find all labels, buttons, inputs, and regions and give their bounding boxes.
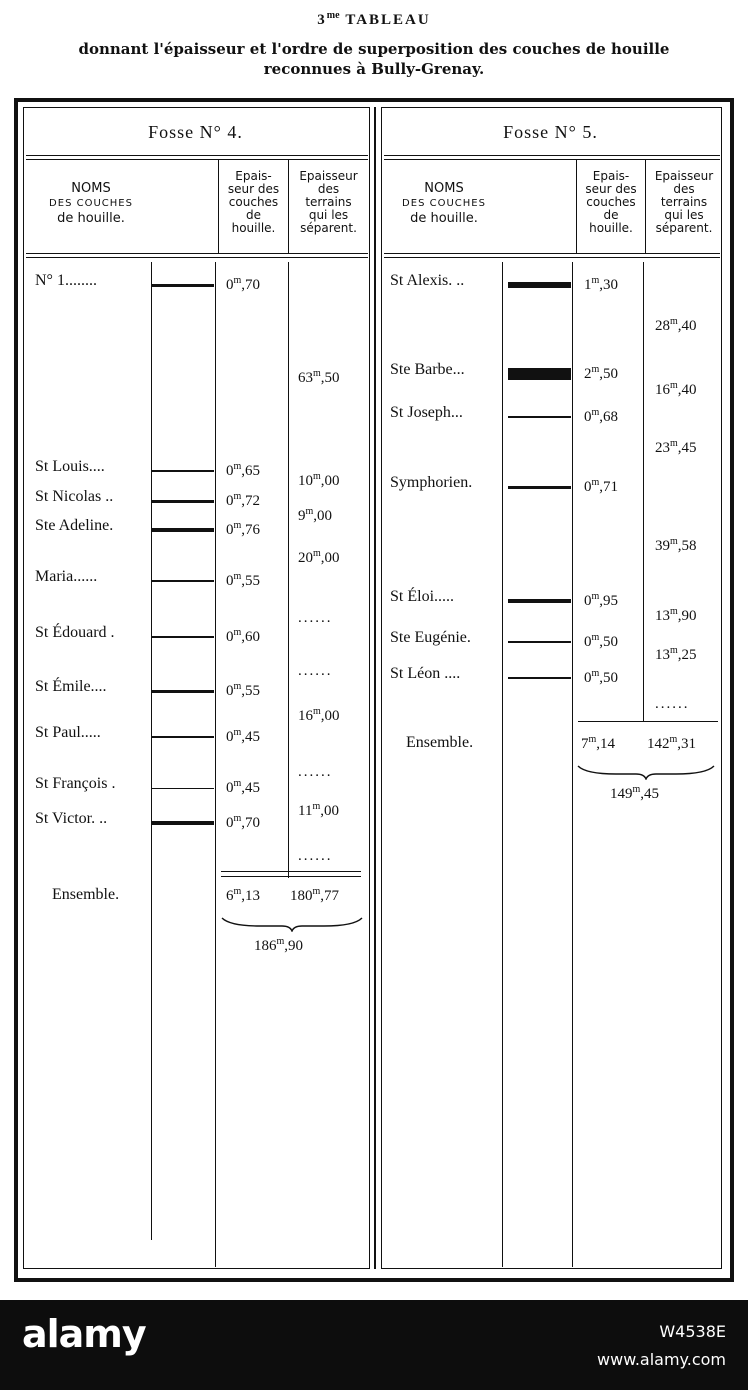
layer-name-4: Ste Adeline. <box>35 517 114 534</box>
rule <box>384 257 720 258</box>
ensemble-label-5: Ensemble. <box>406 734 474 751</box>
rule <box>26 155 368 156</box>
brace-4 <box>220 916 364 932</box>
layer-thickness-5: 2$^m$,50 <box>584 364 619 382</box>
rule <box>215 262 216 1267</box>
layer-name-5: St Alexis. .. <box>390 272 465 289</box>
rule <box>26 159 368 160</box>
coal-seam-bar-4 <box>152 821 214 825</box>
layer-name-4: St Paul..... <box>35 724 101 741</box>
terrain-thickness-4: 20$^m$,00 <box>298 548 340 566</box>
rule <box>384 159 720 160</box>
header-ep-couches-5: Epais- seur des couches de houille. <box>585 169 637 235</box>
layer-name-4: St Victor. .. <box>35 810 108 827</box>
coal-seam-bar-4 <box>152 500 214 503</box>
coal-seam-bar-4 <box>152 580 214 582</box>
total-couches-5: 7$^m$,14 <box>581 734 616 752</box>
rule <box>502 262 503 1267</box>
layer-thickness-4: 0$^m$,55 <box>226 571 261 589</box>
layer-name-4: St Louis.... <box>35 458 105 475</box>
coal-seam-bar-5 <box>508 368 571 380</box>
coal-seam-bar-4 <box>152 284 214 287</box>
layer-thickness-4: 0$^m$,70 <box>226 813 261 831</box>
terrain-thickness-4: 10$^m$,00 <box>298 471 340 489</box>
layer-thickness-4: 0$^m$,45 <box>226 778 261 796</box>
layer-name-5: St Éloi..... <box>390 588 455 605</box>
layer-name-5: Symphorien. <box>390 474 473 491</box>
coal-seam-bar-4 <box>152 470 214 472</box>
coal-seam-bar-4 <box>152 528 214 532</box>
layer-name-4: St Émile.... <box>35 678 107 695</box>
tableau-title: $3^{me}$ TABLEAU <box>317 10 431 28</box>
coal-seam-bar-4 <box>152 736 214 738</box>
terrain-thickness-4: ...... <box>298 663 333 679</box>
terrain-thickness-5: 39$^m$,58 <box>655 536 697 554</box>
layer-thickness-5: 0$^m$,95 <box>584 591 619 609</box>
layer-name-5: Ste Barbe... <box>390 361 465 378</box>
coal-seam-bar-5 <box>508 599 571 603</box>
layer-thickness-4: 0$^m$,65 <box>226 461 261 479</box>
terrain-thickness-5: 23$^m$,45 <box>655 438 697 456</box>
rule <box>221 871 361 872</box>
terrain-thickness-5: 16$^m$,40 <box>655 380 697 398</box>
layer-thickness-4: 0$^m$,45 <box>226 727 261 745</box>
ensemble-label-4: Ensemble. <box>52 886 120 903</box>
coal-seam-bar-5 <box>508 486 571 489</box>
terrain-thickness-4: 16$^m$,00 <box>298 706 340 724</box>
layer-thickness-5: 0$^m$,50 <box>584 632 619 650</box>
layer-name-4: St Édouard . <box>35 624 115 641</box>
header-ep-terrains-5: Epaisseur des terrains qui les séparent. <box>654 169 714 235</box>
header-ep-terrains-4: Epaisseur des terrains qui les séparent. <box>299 169 358 235</box>
terrain-thickness-4: ...... <box>298 764 333 780</box>
header-noms-5: NOMS DES COUCHES de houille. <box>402 181 486 226</box>
total-terrains-4: 180$^m$,77 <box>290 886 340 904</box>
grand-total-4: 186$^m$,90 <box>254 936 304 954</box>
layer-thickness-5: 0$^m$,71 <box>584 477 619 495</box>
layer-thickness-4: 0$^m$,55 <box>226 681 261 699</box>
terrain-thickness-5: 13$^m$,25 <box>655 645 697 663</box>
layer-thickness-4: 0$^m$,72 <box>226 491 261 509</box>
rule <box>384 253 720 254</box>
coal-seam-bar-4 <box>152 788 214 789</box>
rule <box>572 262 573 1267</box>
coal-seam-bar-5 <box>508 677 571 679</box>
coal-seam-bar-5 <box>508 641 571 643</box>
coal-seam-bar-5 <box>508 282 571 288</box>
coal-seam-bar-5 <box>508 416 571 418</box>
terrain-thickness-4: 63$^m$,50 <box>298 368 340 386</box>
layer-thickness-5: 0$^m$,50 <box>584 668 619 686</box>
layer-name-4: St François . <box>35 775 116 792</box>
rule <box>578 721 718 722</box>
terrain-thickness-4: 11$^m$,00 <box>298 801 339 819</box>
layer-name-4: Maria...... <box>35 568 98 585</box>
total-couches-4: 6$^m$,13 <box>226 886 261 904</box>
terrain-thickness-5: 13$^m$,90 <box>655 606 697 624</box>
rule <box>288 262 289 878</box>
rule <box>384 155 720 156</box>
terrain-thickness-5: ...... <box>655 696 690 712</box>
layer-name-5: St Joseph... <box>390 404 463 421</box>
header-noms-4: NOMS DES COUCHES de houille. <box>49 181 133 226</box>
layer-name-4: St Nicolas .. <box>35 488 114 505</box>
layer-name-5: Ste Eugénie. <box>390 629 471 646</box>
coal-seam-bar-4 <box>152 690 214 693</box>
subtitle-line-2: reconnues à Bully-Grenay. <box>263 60 485 78</box>
fosse5-title: Fosse N° 5. <box>503 122 598 142</box>
layer-thickness-4: 0$^m$,60 <box>226 627 261 645</box>
rule <box>151 262 152 1240</box>
header-ep-couches-4: Epais- seur des couches de houille. <box>227 169 280 235</box>
fosse4-title: Fosse N° 4. <box>148 122 243 142</box>
rule <box>26 257 368 258</box>
image-code: W4538E <box>659 1322 726 1341</box>
alamy-logo: alamy <box>22 1312 146 1356</box>
layer-name-4: N° 1........ <box>35 272 97 289</box>
grand-total-5: 149$^m$,45 <box>610 784 660 802</box>
terrain-thickness-5: 28$^m$,40 <box>655 316 697 334</box>
layer-thickness-5: 0$^m$,68 <box>584 407 619 425</box>
layer-thickness-5: 1$^m$,30 <box>584 275 619 293</box>
terrain-thickness-4: 9$^m$,00 <box>298 506 333 524</box>
total-terrains-5: 142$^m$,31 <box>647 734 697 752</box>
layer-thickness-4: 0$^m$,70 <box>226 275 261 293</box>
brace-5 <box>576 764 716 780</box>
terrain-thickness-4: ...... <box>298 610 333 626</box>
rule <box>221 876 361 877</box>
terrain-thickness-4: ...... <box>298 848 333 864</box>
layer-name-5: St Léon .... <box>390 665 461 682</box>
center-divider <box>374 107 376 1269</box>
watermark-url: www.alamy.com <box>597 1350 726 1369</box>
coal-seam-bar-4 <box>152 636 214 638</box>
rule <box>26 253 368 254</box>
layer-thickness-4: 0$^m$,76 <box>226 520 261 538</box>
subtitle-line-1: donnant l'épaisseur et l'ordre de superposition des couches de houille <box>78 40 670 58</box>
rule <box>643 262 644 722</box>
